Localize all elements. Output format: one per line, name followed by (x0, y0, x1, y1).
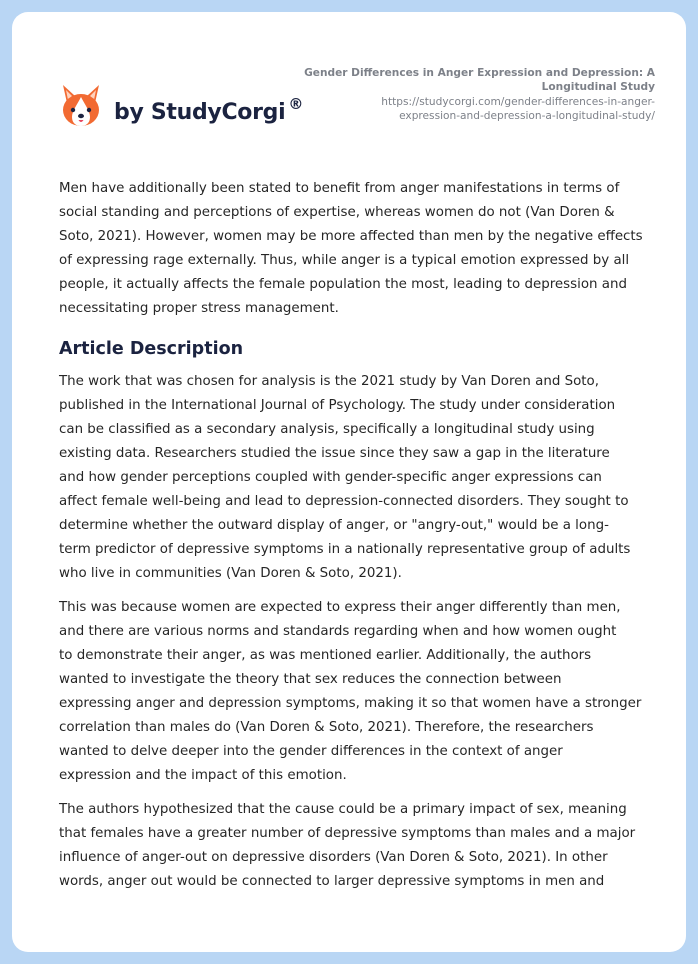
paragraph-2: This was because women are expected to express their anger differently than men, and there are various norms and standards regarding when and how women ought to demonstrate their anger, as was mentioned earlier. Additionally, the authors wanted to investigate the theory that sex reduces the connection between expressing anger and depression symptoms, making it so that women have a stronger correlation than males do (Van Doren & Soto, 2021). Therefore, the researchers wanted to delve deeper into the gender differences in the context of anger expression and the impact of this emotion. (59, 600, 642, 783)
paragraph-1: The work that was chosen for analysis is the 2021 study by Van Doren and Soto, published in the International Journal of Psychology. The study under consideration can be classified as a secondary analysis, specifically a longitudinal study using existing data. Researchers studied the issue since they saw a gap in the literature and how gender perceptions coupled with gender-specific anger expressions can affect female well-being and lead to depression-connected disorders. They sought to determine whether the outward display of anger, or "angry-out," would be a long- term predictor of depressive symptoms in a nationally representative group of adults who live in communities (Van Doren & Soto, 2021). (59, 374, 631, 581)
paragraph-3: The authors hypothesized that the cause could be a primary impact of sex, meaning that females have a greater number of depressive symptoms than males and a major influence of anger-out on depressive disorders (Van Doren & Soto, 2021). In other words, anger out would be connected to larger depressive symptoms in men and (59, 802, 636, 889)
document-header (295, 66, 655, 123)
section-heading: Article Description (59, 339, 244, 359)
intro-paragraph: Men have additionally been stated to benefit from anger manifestations in terms of social standing and perceptions of expertise, whereas women do not (Van Doren & Soto, 2021). However, women may be more affected than men by the negative effects of expressing rage externally. Thus, while anger is a typical emotion expressed by all people, it actually affects the female population the most, leading to depression and necessitating proper stress management. (59, 181, 643, 316)
corgi-icon (60, 83, 102, 129)
document-title: Gender Differences in Anger Expression and Depression: A Longitudinal Study (304, 67, 655, 93)
studycorgi-logo[interactable] (60, 76, 303, 136)
document-page (12, 12, 686, 952)
document-url[interactable]: https://studycorgi.com/gender-differences-in-anger- expression-and-depression-a-longitudinal-study/ (381, 96, 655, 122)
article-body (59, 177, 659, 904)
brand-name: by StudyCorgi ® (114, 95, 304, 125)
